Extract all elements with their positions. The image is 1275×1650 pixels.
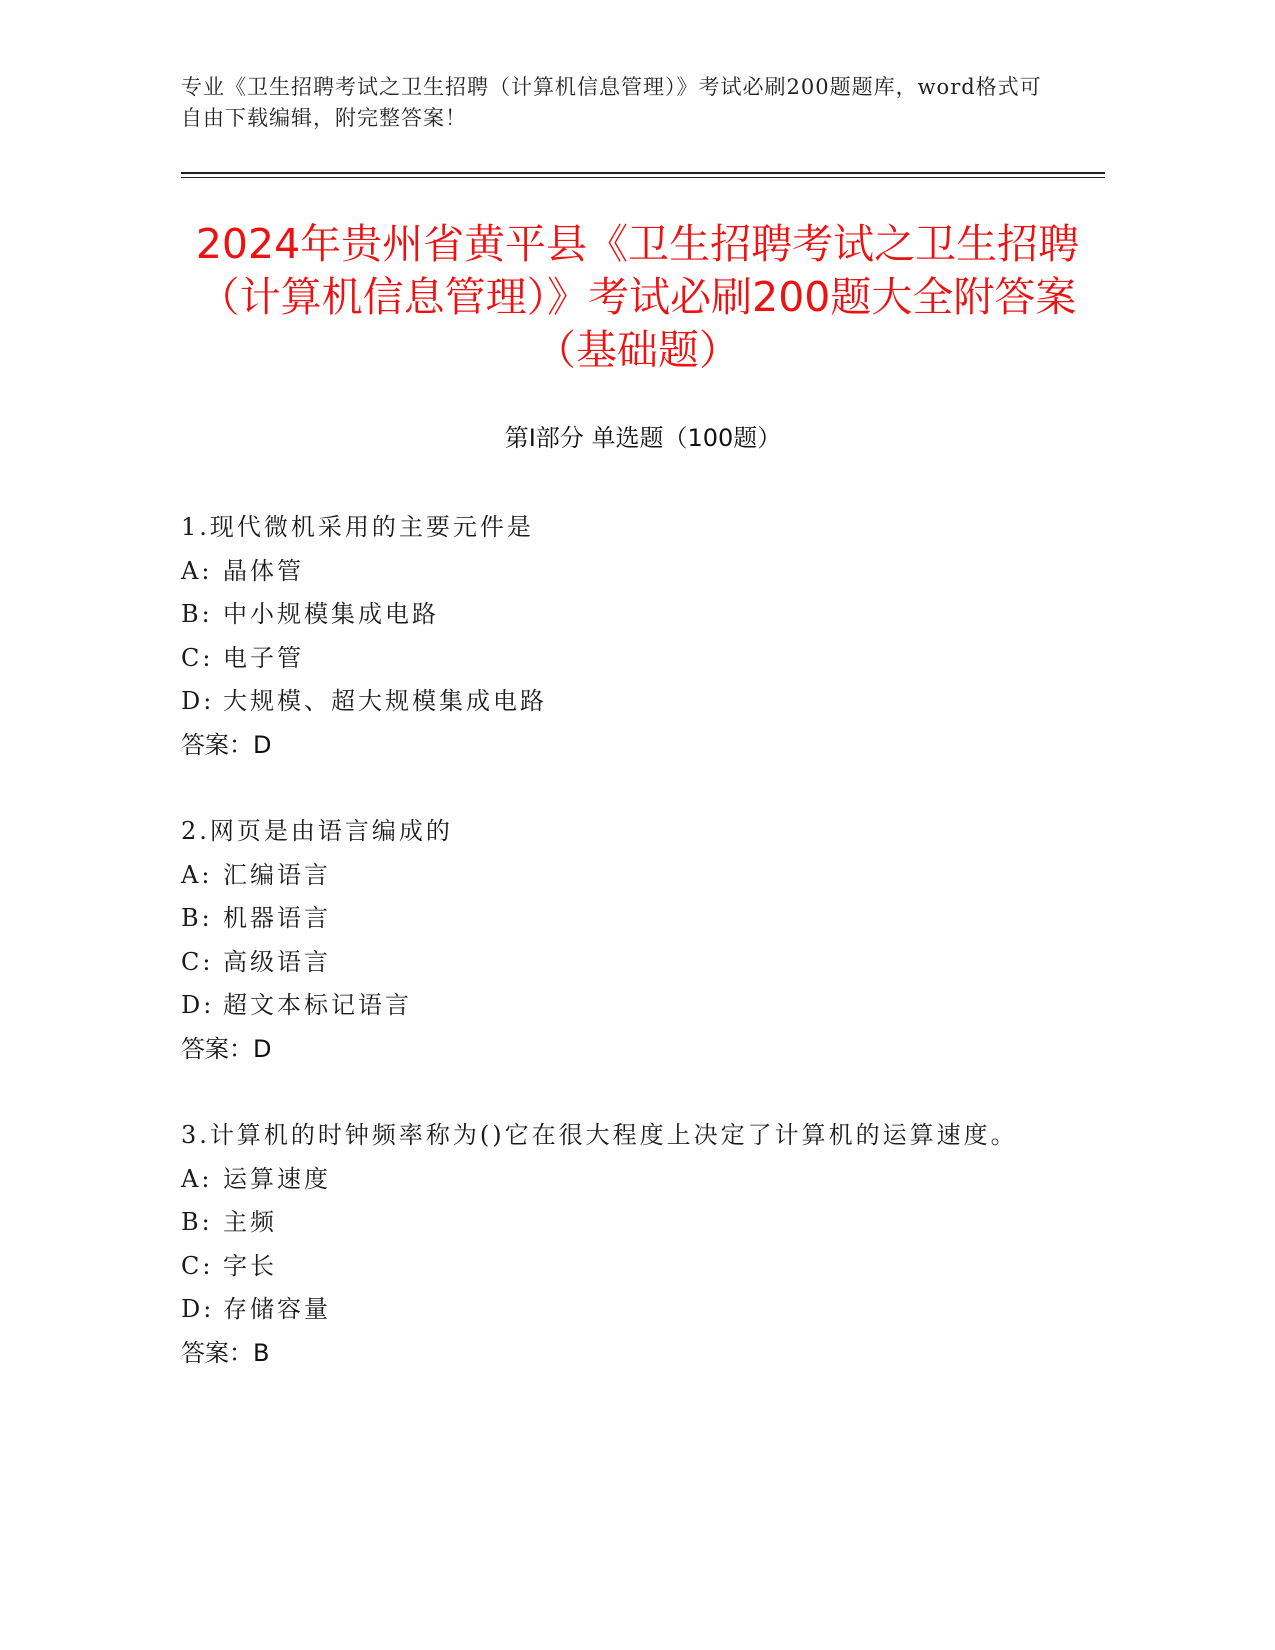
option-a [181, 1158, 1081, 1202]
option-c [181, 941, 1081, 985]
option-letter: C: [181, 947, 214, 976]
option-text: 运算速度 [223, 1164, 331, 1193]
option-text: 主频 [223, 1208, 277, 1236]
option-letter: C: [181, 643, 214, 672]
question-item [181, 1114, 1081, 1375]
option-letter: A: [181, 556, 213, 585]
option-letter: C: [181, 1251, 214, 1280]
option-letter: B: [181, 904, 213, 932]
option-b [181, 897, 1081, 941]
header-divider-thick [181, 172, 1105, 174]
option-text: 超文本标记语言 [223, 991, 412, 1019]
header-divider-thin [181, 177, 1105, 178]
option-text: 高级语言 [223, 947, 331, 976]
option-letter: A: [181, 860, 213, 889]
question-list [181, 506, 1081, 1418]
option-letter: A: [181, 1164, 213, 1193]
option-c [181, 1245, 1081, 1289]
option-letter: D: [181, 991, 215, 1019]
option-d [181, 680, 1081, 724]
option-d [181, 984, 1081, 1028]
question-stem: 1.现代微机采用的主要元件是 [181, 513, 534, 541]
option-letter: D: [181, 1295, 215, 1323]
option-text: 中小规模集成电路 [223, 600, 439, 628]
option-text: 大规模、超大规模集成电路 [223, 687, 547, 715]
document-title: 2024年贵州省黄平县《卫生招聘考试之卫生招聘（计算机信息管理）》考试必刷200题大全附答案（基础题） [195, 220, 1080, 374]
option-d [181, 1288, 1081, 1332]
question-stem: 2.网页是由语言编成的 [181, 817, 453, 845]
question-item [181, 506, 1081, 767]
option-a [181, 854, 1081, 898]
header-note: 专业《卫生招聘考试之卫生招聘（计算机信息管理）》考试必刷200题题库，word格式可自由下载编辑，附完整答案！ [181, 75, 1042, 130]
section-title: 第Ⅰ部分 单选题（100题） [504, 424, 782, 452]
option-a [181, 550, 1081, 594]
option-b [181, 593, 1081, 637]
question-item [181, 810, 1081, 1071]
option-text: 存储容量 [223, 1295, 331, 1323]
option-text: 机器语言 [223, 904, 331, 932]
option-text: 汇编语言 [223, 860, 331, 889]
option-text: 晶体管 [223, 556, 304, 585]
option-text: 电子管 [223, 643, 304, 672]
option-letter: B: [181, 1208, 213, 1236]
option-c [181, 637, 1081, 681]
question-stem: 3.计算机的时钟频率称为()它在很大程度上决定了计算机的运算速度。 [181, 1121, 1018, 1149]
answer-text: 答案：D [181, 730, 272, 759]
option-letter: D: [181, 687, 215, 715]
answer-text: 答案：B [181, 1338, 270, 1367]
answer-text: 答案：D [181, 1034, 272, 1063]
option-text: 字长 [223, 1251, 277, 1280]
option-b [181, 1201, 1081, 1245]
option-letter: B: [181, 600, 213, 628]
